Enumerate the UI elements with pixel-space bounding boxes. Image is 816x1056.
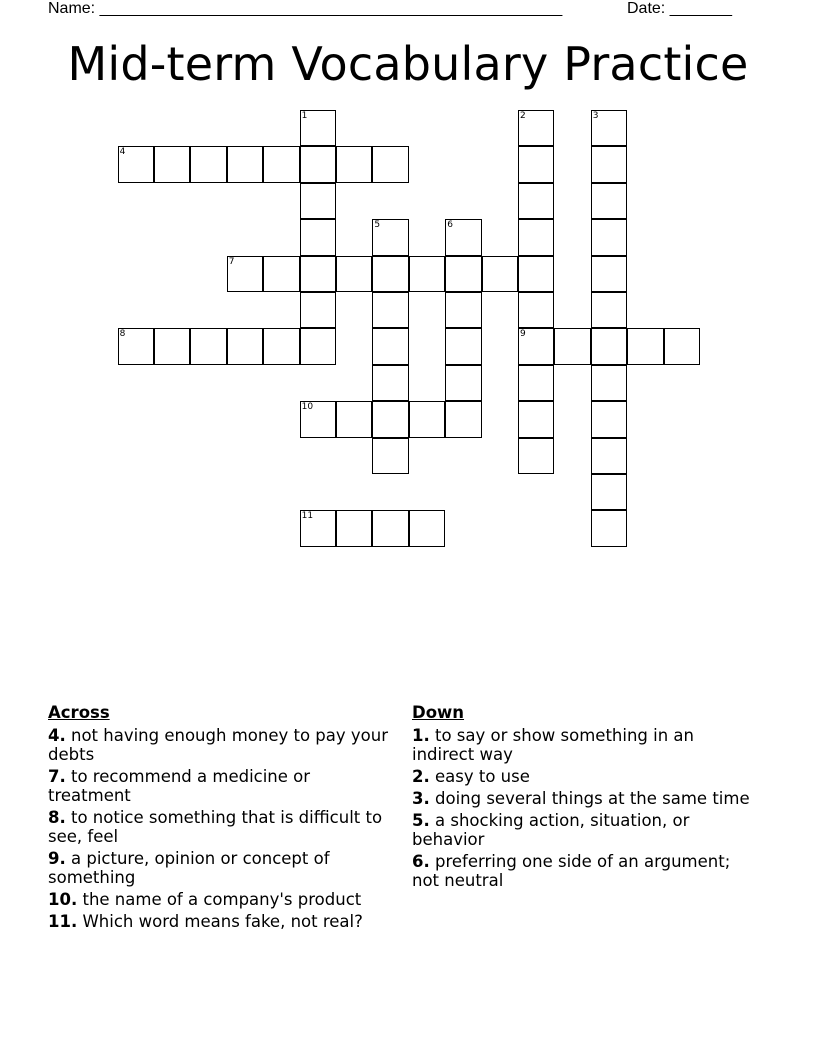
crossword-cell[interactable] xyxy=(591,256,627,292)
crossword-cell[interactable] xyxy=(591,183,627,219)
down-clues xyxy=(412,703,752,893)
across-clues xyxy=(48,703,398,934)
crossword-cell[interactable] xyxy=(372,401,408,437)
crossword-cell[interactable] xyxy=(372,510,408,546)
clue-text: to say or show something in an indirect way xyxy=(412,726,694,764)
clue-across-4 xyxy=(48,726,398,764)
clue-text: Which word means fake, not real? xyxy=(77,912,363,931)
crossword-cell[interactable] xyxy=(118,146,154,182)
crossword-cell[interactable] xyxy=(263,256,299,292)
crossword-cell[interactable] xyxy=(591,146,627,182)
crossword-cell[interactable] xyxy=(372,438,408,474)
clue-text: doing several things at the same time xyxy=(429,789,750,808)
crossword-cell[interactable] xyxy=(627,328,663,364)
clue-down-6 xyxy=(412,852,752,890)
crossword-cell[interactable] xyxy=(518,292,554,328)
clue-down-2 xyxy=(412,767,752,786)
crossword-cell[interactable] xyxy=(336,510,372,546)
clue-number: 11. xyxy=(48,912,78,931)
crossword-cell[interactable] xyxy=(300,510,336,546)
cell-number: 2 xyxy=(520,111,526,121)
crossword-cell[interactable] xyxy=(336,146,372,182)
crossword-cell[interactable] xyxy=(372,328,408,364)
crossword-cell[interactable] xyxy=(591,219,627,255)
crossword-cell[interactable] xyxy=(591,510,627,546)
crossword-cell[interactable] xyxy=(591,474,627,510)
clue-number: 7. xyxy=(48,767,66,786)
crossword-cell[interactable] xyxy=(300,256,336,292)
clue-number: 9. xyxy=(48,849,66,868)
crossword-cell[interactable] xyxy=(591,292,627,328)
clue-number: 4. xyxy=(48,726,66,745)
crossword-cell[interactable] xyxy=(482,256,518,292)
crossword-cell[interactable] xyxy=(554,328,590,364)
crossword-cell[interactable] xyxy=(518,183,554,219)
crossword-cell[interactable] xyxy=(591,328,627,364)
clue-text: not having enough money to pay your debts xyxy=(48,726,388,764)
crossword-cell[interactable] xyxy=(409,401,445,437)
crossword-cell[interactable] xyxy=(591,401,627,437)
clue-down-5 xyxy=(412,811,752,849)
clue-number: 5. xyxy=(412,811,430,830)
clue-text: to recommend a medicine or treatment xyxy=(48,767,311,805)
crossword-cell[interactable] xyxy=(445,328,481,364)
crossword-cell[interactable] xyxy=(518,219,554,255)
clue-across-7 xyxy=(48,767,398,805)
clue-across-9 xyxy=(48,849,398,887)
crossword-cell[interactable] xyxy=(336,256,372,292)
cell-number: 3 xyxy=(592,111,599,121)
crossword-cell[interactable] xyxy=(300,146,336,182)
crossword-cell[interactable] xyxy=(154,328,190,364)
crossword-cell[interactable] xyxy=(263,146,299,182)
crossword-cell[interactable] xyxy=(190,328,226,364)
crossword-cell[interactable] xyxy=(591,110,627,146)
clue-across-10 xyxy=(48,890,398,909)
clue-number: 1. xyxy=(412,726,430,745)
clue-down-1 xyxy=(412,726,752,764)
clue-number: 2. xyxy=(412,767,430,786)
cell-number: 8 xyxy=(119,329,126,340)
cell-number: 6 xyxy=(447,220,453,231)
crossword-cell[interactable] xyxy=(518,365,554,401)
crossword-cell[interactable] xyxy=(372,146,408,182)
crossword-cell[interactable] xyxy=(300,401,336,437)
cell-number: 7 xyxy=(228,256,235,267)
crossword-cell[interactable] xyxy=(445,219,481,255)
clue-text: to notice something that is difficult to see, feel xyxy=(48,808,383,846)
crossword-cell[interactable] xyxy=(445,256,481,292)
clue-across-11 xyxy=(48,912,398,931)
crossword-cell[interactable] xyxy=(263,328,299,364)
clue-text: easy to use xyxy=(429,767,530,786)
crossword-cell[interactable] xyxy=(372,256,408,292)
crossword-cell[interactable] xyxy=(518,110,554,146)
crossword-cell[interactable] xyxy=(445,365,481,401)
crossword-cell[interactable] xyxy=(591,365,627,401)
cell-number: 1 xyxy=(301,111,308,121)
crossword-cell[interactable] xyxy=(664,328,700,364)
crossword-cell[interactable] xyxy=(409,510,445,546)
clue-number: 3. xyxy=(412,789,430,808)
clue-text: a shocking action, situation, or behavior xyxy=(412,811,690,849)
page-title: Mid-term Vocabulary Practice xyxy=(67,37,749,91)
crossword-cell[interactable] xyxy=(300,183,336,219)
clue-number: 10. xyxy=(48,890,78,909)
crossword-cell[interactable] xyxy=(300,292,336,328)
crossword-cell[interactable] xyxy=(518,256,554,292)
crossword-cell[interactable] xyxy=(300,219,336,255)
crossword-cell[interactable] xyxy=(154,146,190,182)
name-field-label[interactable]: Name: ____________________________________________________ xyxy=(48,0,563,17)
across-heading: Across xyxy=(48,703,110,722)
crossword-cell[interactable] xyxy=(445,292,481,328)
crossword-cell[interactable] xyxy=(372,365,408,401)
clue-across-8 xyxy=(48,808,398,846)
crossword-cell[interactable] xyxy=(518,146,554,182)
cell-number: 11 xyxy=(301,511,314,522)
cell-number: 10 xyxy=(301,402,314,413)
cell-number: 4 xyxy=(119,147,126,158)
clue-text: the name of a company's product xyxy=(77,890,362,909)
crossword-cell[interactable] xyxy=(409,256,445,292)
crossword-cell[interactable] xyxy=(227,256,263,292)
cell-number: 5 xyxy=(374,220,381,231)
clue-text: a picture, opinion or concept of something xyxy=(48,849,330,887)
clue-number: 8. xyxy=(48,808,66,827)
crossword-cell[interactable] xyxy=(300,328,336,364)
crossword-cell[interactable] xyxy=(118,328,154,364)
clue-text: preferring one side of an argument; not neutral xyxy=(412,852,731,890)
crossword-cell[interactable] xyxy=(336,401,372,437)
clue-down-3 xyxy=(412,789,752,808)
crossword-cell[interactable] xyxy=(372,292,408,328)
crossword-cell[interactable] xyxy=(372,219,408,255)
clue-number: 6. xyxy=(412,852,430,871)
date-field-label[interactable]: Date: _______ xyxy=(627,0,732,17)
crossword-cell[interactable] xyxy=(300,110,336,146)
crossword-cell[interactable] xyxy=(518,328,554,364)
crossword-cell[interactable] xyxy=(227,328,263,364)
down-heading: Down xyxy=(412,703,465,722)
crossword-cell[interactable] xyxy=(518,401,554,437)
crossword-cell[interactable] xyxy=(445,401,481,437)
crossword-cell[interactable] xyxy=(518,438,554,474)
crossword-cell[interactable] xyxy=(227,146,263,182)
crossword-cell[interactable] xyxy=(190,146,226,182)
cell-number: 9 xyxy=(520,329,526,340)
crossword-cell[interactable] xyxy=(591,438,627,474)
